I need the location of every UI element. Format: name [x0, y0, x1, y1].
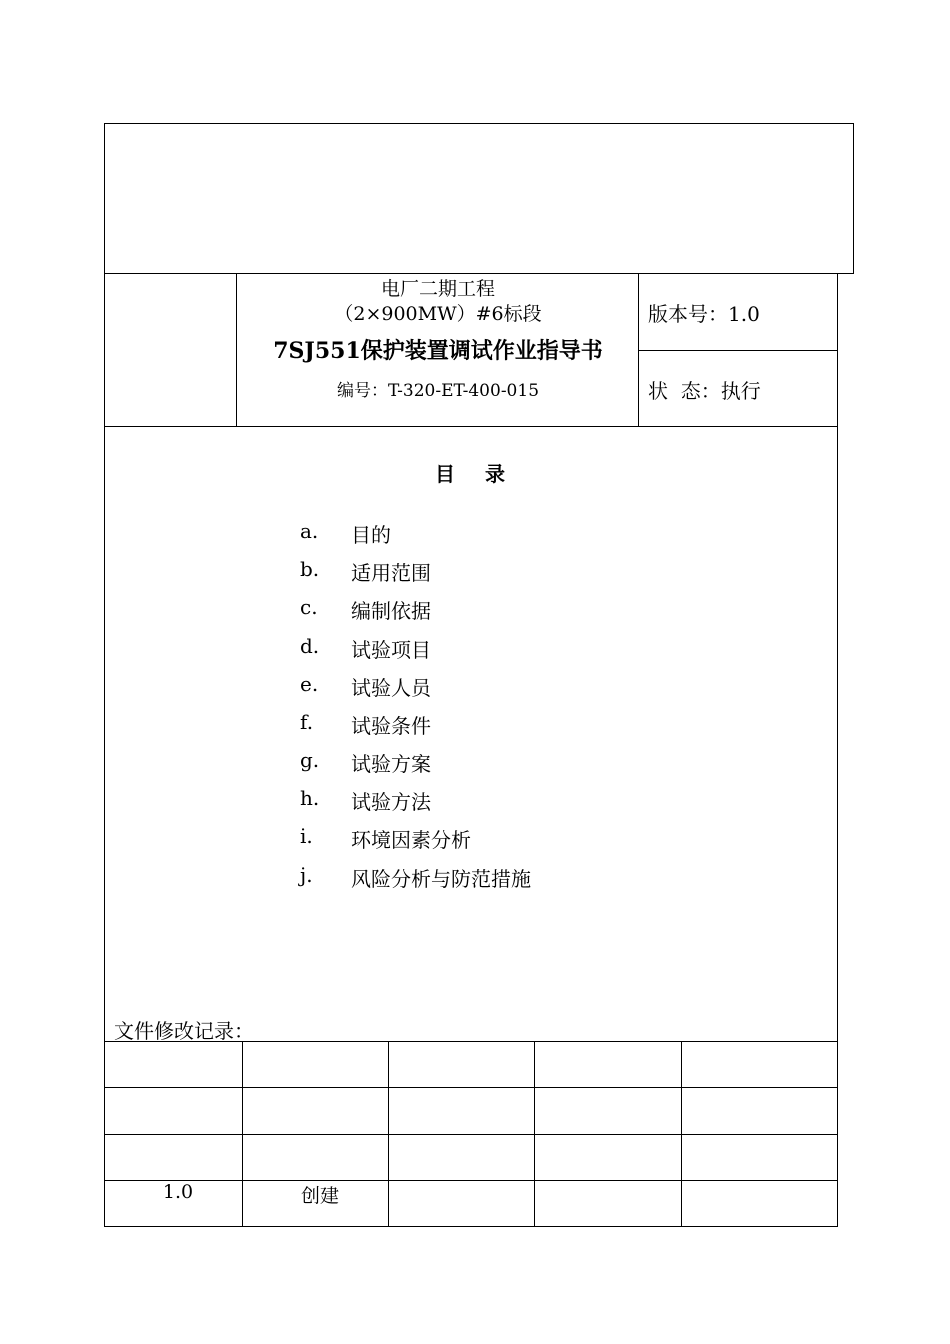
- toc-item-text: 试验方案: [351, 752, 431, 776]
- revision-table-row-line: [104, 1041, 838, 1042]
- revision-table-row-line: [104, 1134, 838, 1135]
- toc-item-text: 试验人员: [351, 676, 431, 700]
- revision-table-row-line: [104, 1087, 838, 1088]
- toc-item-letter: i.: [300, 824, 313, 848]
- frame-right-border: [837, 274, 838, 1227]
- project-name-line1: 电厂二期工程: [380, 278, 495, 300]
- version-status-divider: [638, 350, 838, 351]
- toc-item-letter: a.: [300, 519, 319, 543]
- version-number: 版本号：1.0: [648, 302, 760, 326]
- toc-item-letter: j.: [300, 863, 313, 887]
- toc-item-text: 风险分析与防范措施: [351, 867, 531, 891]
- toc-heading-char1: 目: [435, 462, 457, 486]
- toc-item-letter: c.: [300, 595, 318, 619]
- toc-item-text: 适用范围: [351, 561, 431, 585]
- revision-version-cell: 1.0: [162, 1181, 194, 1203]
- toc-item-text: 试验方法: [351, 790, 431, 814]
- toc-item-letter: g.: [300, 748, 320, 772]
- toc-item-text: 目的: [351, 523, 391, 547]
- toc-item-text: 试验条件: [351, 714, 431, 738]
- toc-heading-char2: 录: [485, 462, 507, 486]
- toc-item-letter: d.: [300, 634, 320, 658]
- document-code: 编号：T-320-ET-400-015: [336, 381, 540, 401]
- project-name-line2: （2×900MW）#6标段: [334, 303, 542, 325]
- revision-table-col-line: [534, 1041, 535, 1227]
- frame-left-border: [104, 274, 105, 1227]
- toc-item-letter: h.: [300, 786, 320, 810]
- toc-item-text: 环境因素分析: [351, 828, 471, 852]
- toc-item-letter: f.: [300, 710, 314, 734]
- toc-item-letter: e.: [300, 672, 319, 696]
- toc-item-text: 试验项目: [351, 638, 431, 662]
- toc-heading: [104, 458, 838, 487]
- revision-record-label: 文件修改记录：: [114, 1019, 254, 1043]
- title-block-bottom-border: [104, 426, 838, 427]
- header-blank-box: [104, 123, 854, 274]
- toc-item-text: 编制依据: [351, 599, 431, 623]
- revision-change-cell: 创建: [300, 1185, 339, 1207]
- document-status: 状 态：执行: [648, 379, 761, 403]
- document-title: 7SJ551保护装置调试作业指导书: [273, 338, 603, 364]
- toc-item-letter: b.: [300, 557, 320, 581]
- revision-table-col-line: [681, 1041, 682, 1227]
- revision-table-bottom-border: [104, 1226, 838, 1227]
